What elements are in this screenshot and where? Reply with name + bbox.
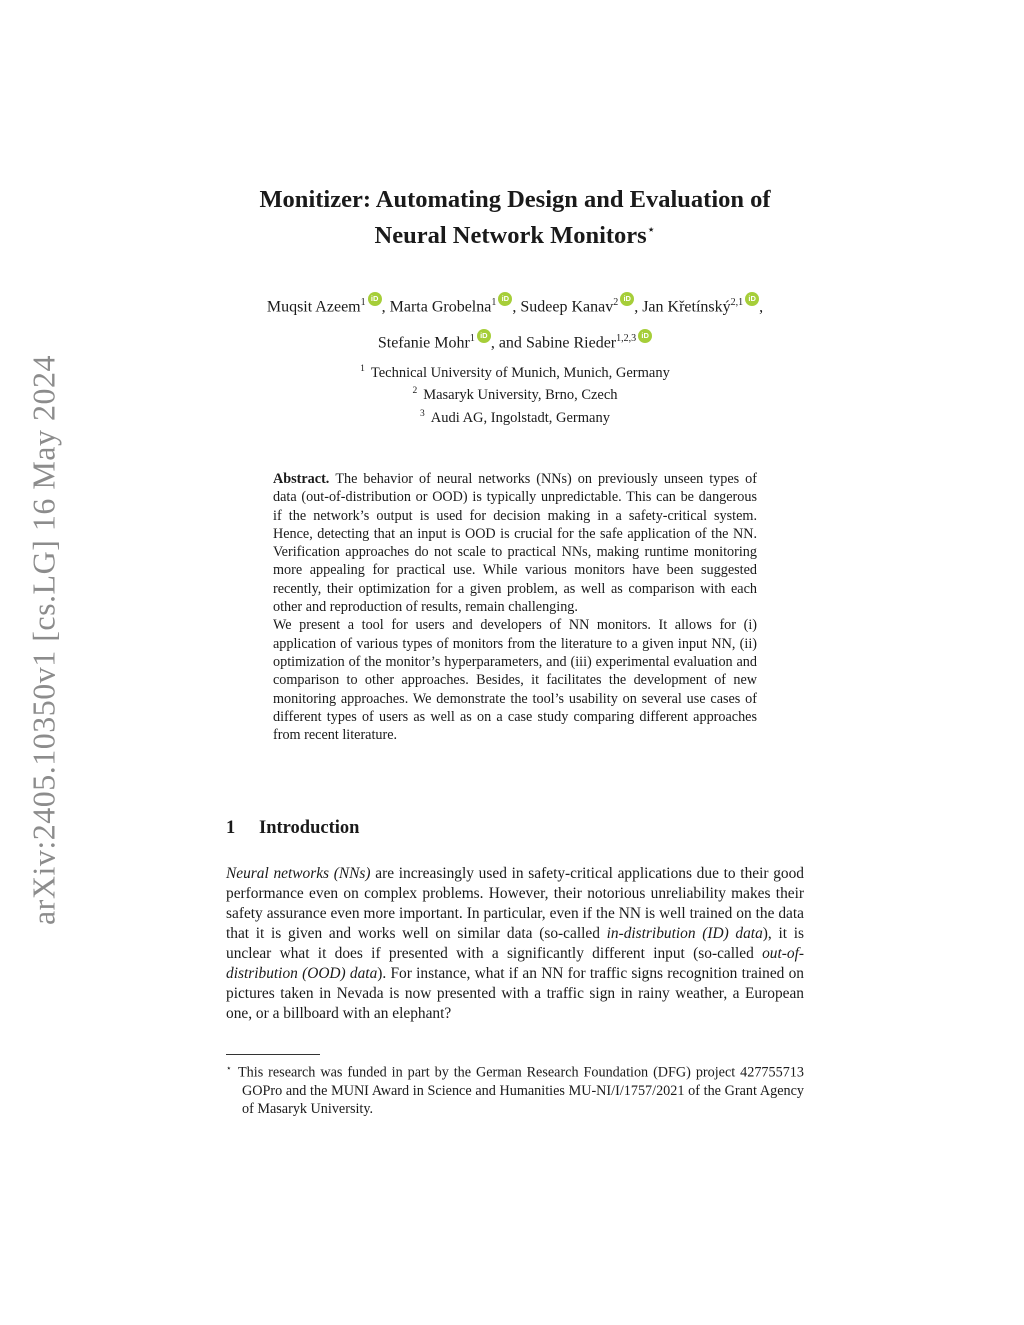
affiliation-number: 3 — [420, 408, 425, 419]
author-name: Muqsit Azeem — [266, 298, 361, 316]
abstract-label: Abstract. — [273, 471, 330, 487]
emphasized-term: in-distribution (ID) data — [606, 925, 763, 942]
orcid-icon[interactable]: iD — [620, 292, 634, 306]
title-footnote-mark: ⋆ — [646, 223, 656, 238]
author-name: Sabine Rieder — [525, 334, 617, 352]
author-name: Sudeep Kanav — [520, 298, 614, 316]
author-affiliation-mark: 2,1 — [730, 297, 744, 308]
affiliation-item — [250, 360, 780, 382]
author-affiliation-mark: 1 — [469, 333, 475, 345]
footnote-divider — [226, 1054, 320, 1055]
author-separator: , — [381, 298, 390, 316]
orcid-icon[interactable]: iD — [498, 292, 512, 306]
paper-title — [180, 184, 850, 251]
author-affiliation-mark: 1 — [360, 297, 366, 308]
affiliation-item — [250, 405, 780, 427]
section-number: 1 — [226, 818, 236, 838]
author-affiliation-mark: 1,2,3 — [616, 333, 637, 345]
section-title: Introduction — [259, 818, 360, 838]
author-line-2 — [200, 323, 830, 359]
orcid-icon[interactable]: iD — [745, 292, 759, 306]
introduction-paragraph — [226, 864, 804, 1024]
abstract-paragraph-1 — [273, 470, 757, 616]
author-separator: , and — [490, 334, 526, 352]
affiliation-text: Technical University of Munich, Munich, Germany — [370, 364, 670, 381]
arxiv-identifier: arXiv:2405.10350v1 [cs.LG] 16 May 2024 — [25, 354, 62, 926]
author-separator: , — [512, 298, 521, 316]
affiliations — [250, 360, 780, 427]
body-text: are increasingly used in safety-critical applications due to their good performance even on complex problems. However, their notorious unreliability makes their safety assurance even more important. In particular, even if the NN is well trained on the data that it is given and works well on similar data (so-called — [226, 865, 804, 942]
abstract — [273, 470, 757, 744]
affiliation-number: 1 — [360, 364, 365, 374]
title-line-2: Neural Network Monitors⋆ — [374, 222, 656, 250]
author-name: Jan Křetínský — [642, 298, 731, 316]
abstract-text: The behavior of neural networks (NNs) on previously unseen types of data (out-of-distribution or OOD) is typically unpredictable. This can be dangerous if the network’s output is used for decision making in a safety-critical system. Hence, detecting that an input is OOD is crucial for the safe application of the NN. Verification approaches do not scale to practical NNs, making runtime monitoring more appealing for practical use. While various monitors have been suggested recently, their optimization for a given problem, as well as comparison with each other and reproduction of results, remain challenging. — [273, 471, 757, 616]
footnote — [226, 1059, 804, 1119]
emphasized-term: out-of-distribution (OOD) data — [226, 945, 804, 982]
author-affiliation-mark: 2 — [613, 297, 619, 308]
body-text: ), it is unclear what it does if presented with a significantly different input (so-called — [226, 925, 804, 962]
emphasized-term: Neural networks (NNs) — [226, 865, 371, 882]
author-separator: , — [634, 298, 643, 316]
orcid-icon[interactable]: iD — [638, 329, 652, 343]
abstract-paragraph-2: We present a tool for users and developers of NN monitors. It allows for (i) application of various types of monitors from the literature to a given input NN, (ii) optimization of the monitor’s hyperparameters, and (iii) experimental evaluation and comparison to other approaches. Besides, it facilitates the development of new monitoring approaches. We demonstrate the tool’s usability on several use cases of different types of users as well as on a case study comparing different approaches from recent literature. — [273, 617, 757, 744]
body-text: ). For instance, what if an NN for traffic signs recognition trained on pictures taken in Nevada is now presented with a traffic sign in rainy weather, a European one, or a billboard with an elephant? — [226, 965, 804, 1022]
orcid-icon[interactable]: iD — [368, 292, 382, 306]
author-affiliation-mark: 1 — [491, 297, 497, 308]
author-line-1 — [200, 287, 830, 323]
affiliation-text: Audi AG, Ingolstadt, Germany — [430, 409, 610, 426]
footnote-text: This research was funded in part by the German Research Foundation (DFG) project 427755713 GOPro and the MUNI Award in Science and Humanities MU-NI/I/1757/2021 of the Grant Agency of Masaryk University. — [238, 1064, 804, 1118]
author-name: Marta Grobelna — [389, 298, 492, 316]
footnote-mark: ⋆ — [226, 1063, 232, 1073]
affiliation-number: 2 — [412, 386, 418, 397]
orcid-icon[interactable]: iD — [477, 329, 491, 343]
author-list — [200, 287, 830, 360]
title-line-1: Monitizer: Automating Design and Evaluation of — [259, 186, 771, 213]
affiliation-text: Masaryk University, Brno, Czech — [423, 387, 618, 404]
author-separator: , — [759, 298, 764, 316]
section-heading — [226, 818, 359, 839]
author-name: Stefanie Mohr — [377, 334, 470, 352]
affiliation-item — [250, 382, 780, 404]
